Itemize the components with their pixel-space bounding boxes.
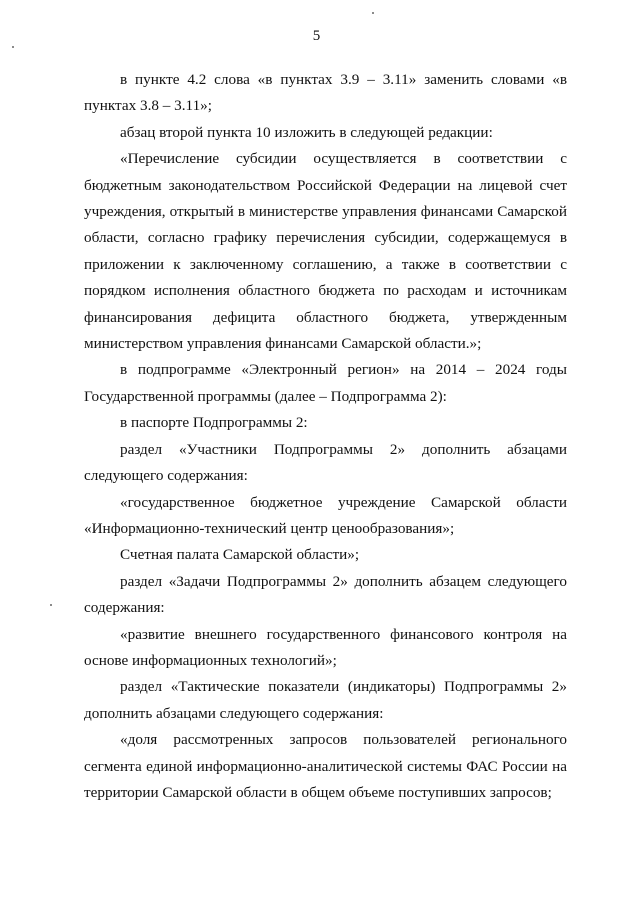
paragraph-7: «государственное бюджетное учреждение Самарской области «Информационно-технический центр ценообразования»; [84, 493, 567, 537]
paragraph-11: раздел «Тактические показатели (индикаторы) Подпрограммы 2» дополнить абзацами следующего содержания: [84, 678, 567, 722]
paragraph-4: в подпрограмме «Электронный регион» на 2014 – 2024 годы Государственной программы (далее – Подпрограмма 2): [84, 361, 567, 405]
scan-speck [372, 12, 374, 14]
paragraph-12: «доля рассмотренных запросов пользователей регионального сегмента единой информационно-аналитической системы ФАС России на территории Самарской области в общем объеме поступивших запросов; [84, 731, 567, 801]
paragraph-8: Счетная палата Самарской области»; [120, 546, 360, 564]
paragraph-1: в пункте 4.2 слова «в пунктах 3.9 – 3.11» заменить словами «в пунктах 3.8 – 3.11»; [84, 71, 567, 115]
paragraph-9: раздел «Задачи Подпрограммы 2» дополнить абзацем следующего содержания: [84, 572, 567, 617]
paragraph-2: абзац второй пункта 10 изложить в следующей редакции: [120, 123, 493, 141]
scan-speck [50, 604, 52, 606]
document-body [84, 67, 567, 806]
scan-speck [12, 46, 14, 48]
paragraph-10: «развитие внешнего государственного финансового контроля на основе информационных технологий»; [84, 625, 567, 669]
page-number: 5 [312, 28, 321, 44]
paragraph-3: «Перечисление субсидии осуществляется в соответствии с бюджетным законодательством Российской Федерации на лицевой счет учреждения, открытый в министерстве управления финансами Самарской области, согласно графику перечисления субсидии, содержащемуся в приложении к заключенному соглашению, а также в соответствии с порядком исполнения областного бюджета по расходам и источникам финансирования дефицита областного бюджета, утвержденным министерством управления финансами Самарской области.»; [84, 150, 567, 353]
paragraph-5: в паспорте Подпрограммы 2: [120, 414, 308, 432]
paragraph-6: раздел «Участники Подпрограммы 2» дополнить абзацами следующего содержания: [84, 440, 567, 485]
